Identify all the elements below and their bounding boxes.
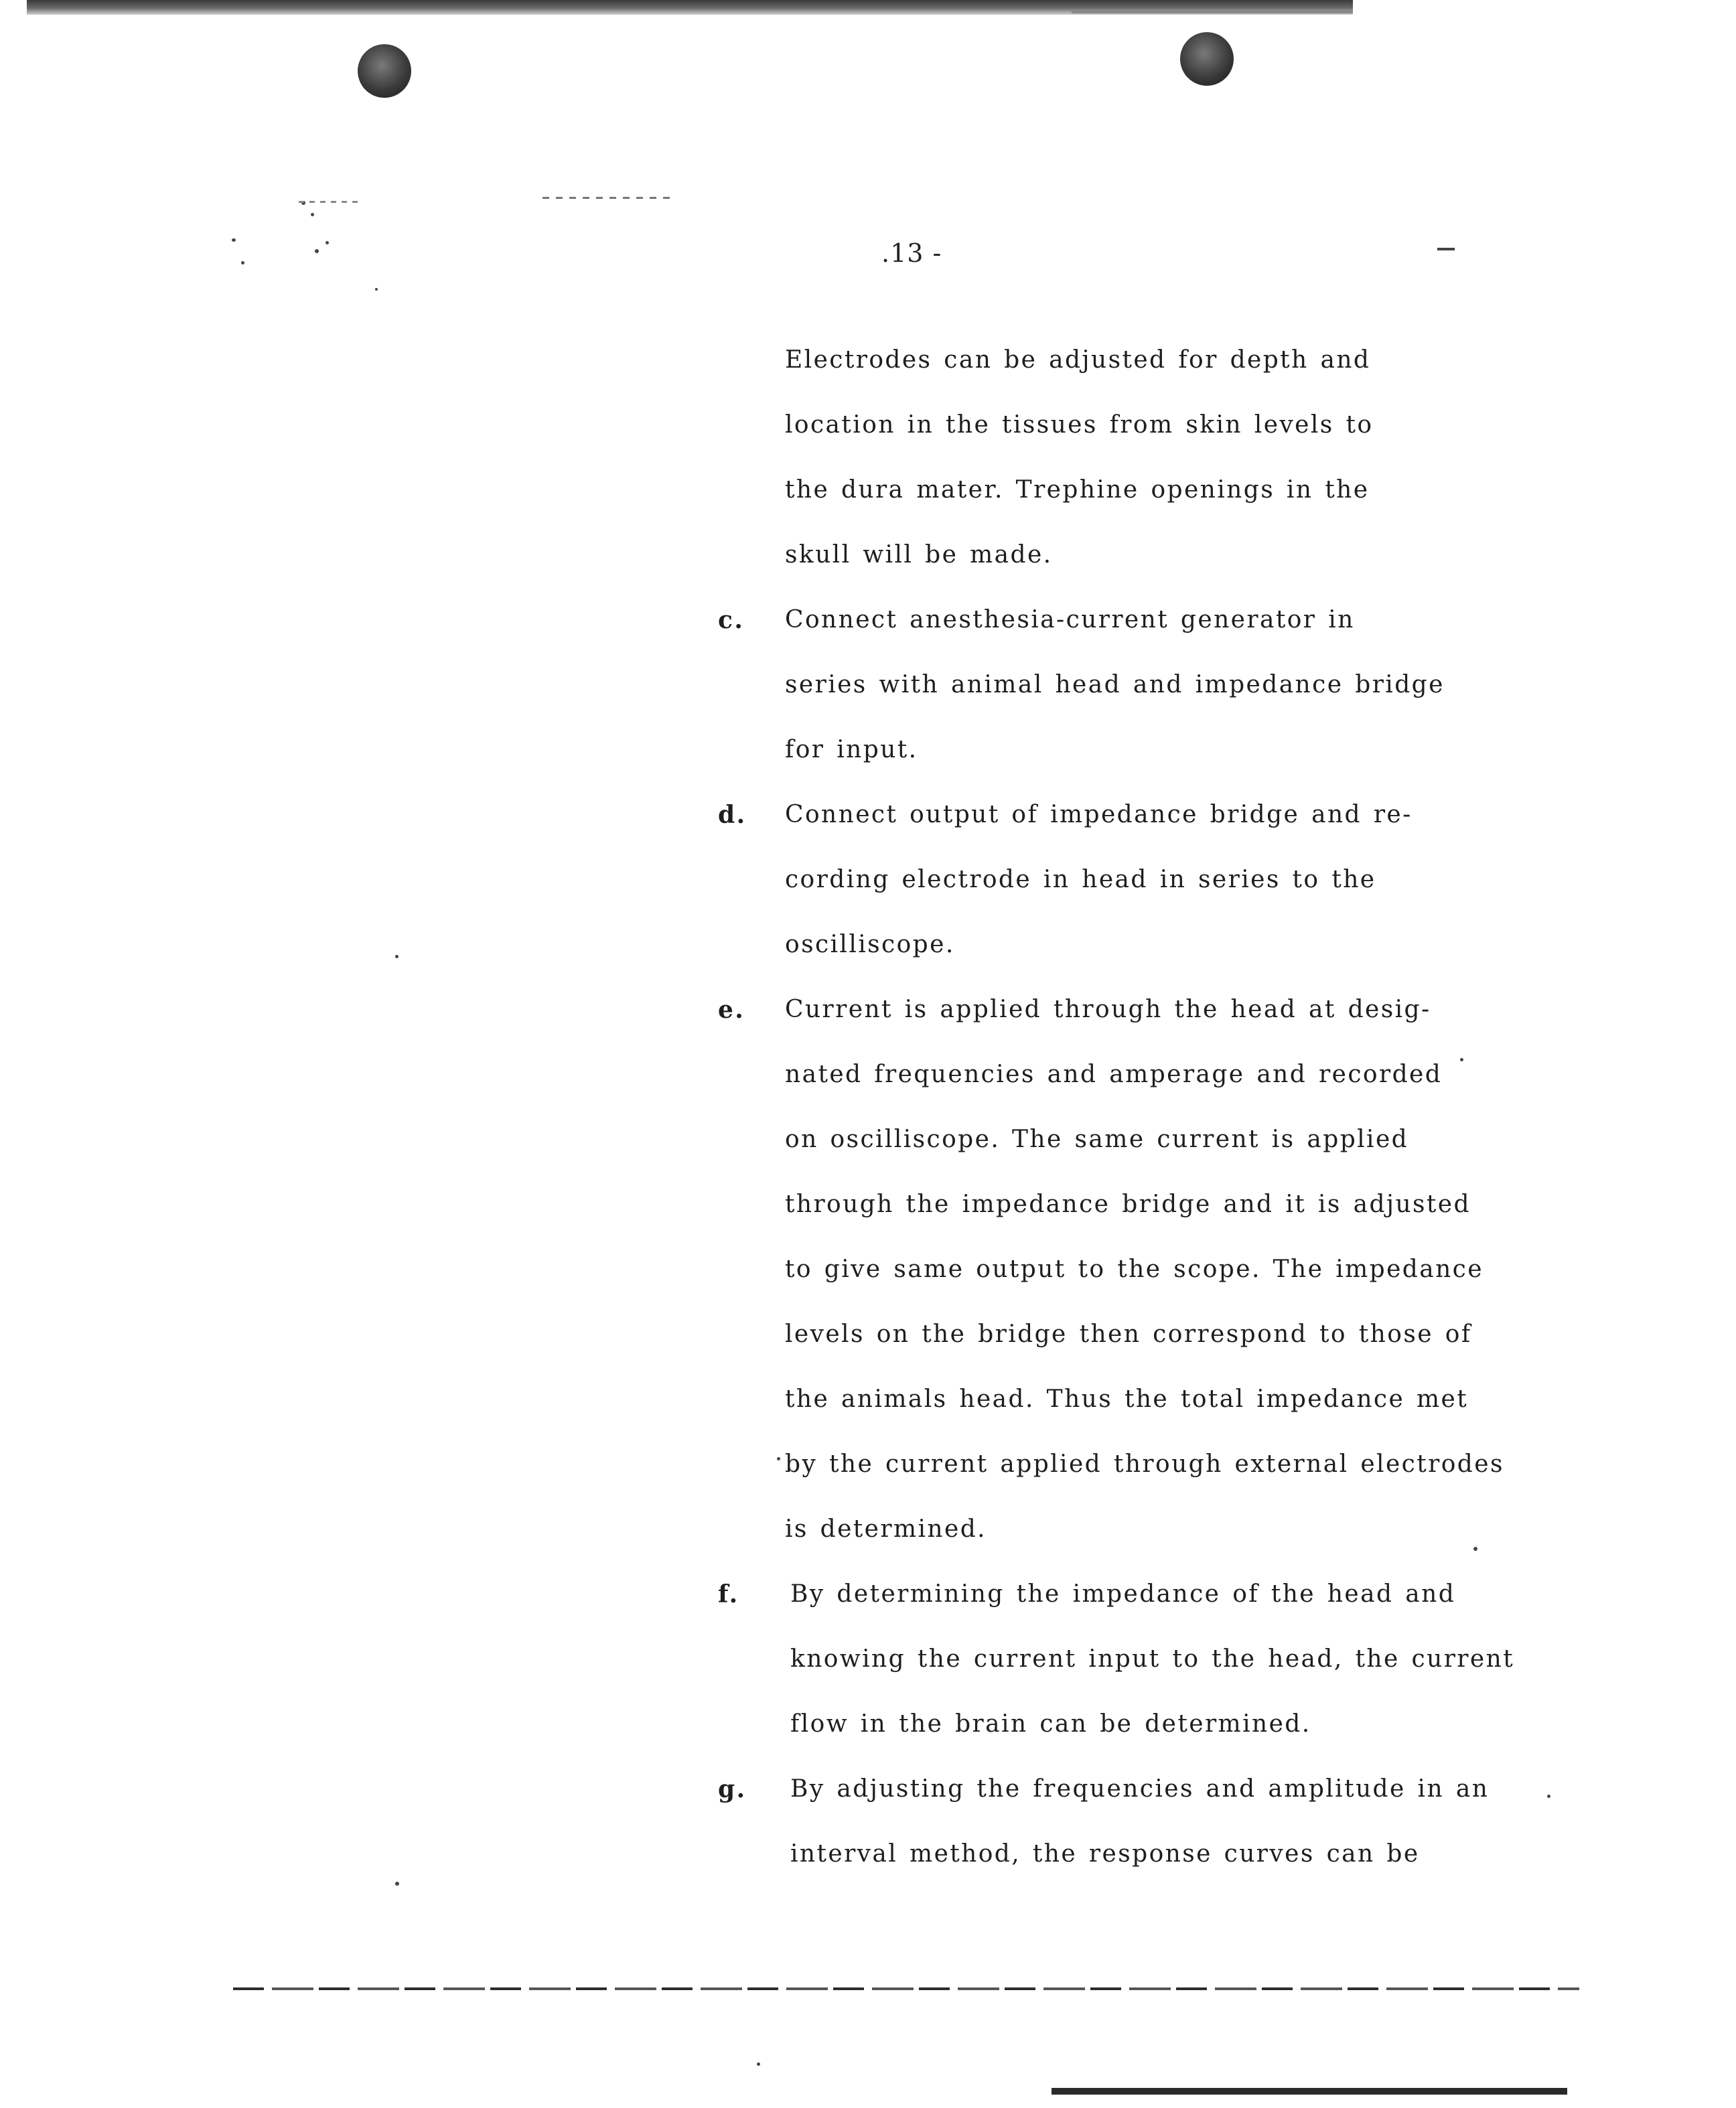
text-line: oscilliscope. [785,931,955,958]
text-line: interval method, the response curves can be [790,1840,1420,1868]
scan-speck [375,288,378,291]
list-item-e [718,990,1562,1574]
text-line: skull will be made. [785,541,1053,569]
list-item-f [718,1574,1562,1769]
text-line: flow in the brain can be determined. [790,1710,1311,1738]
text-line: location in the tissues from skin levels to [785,411,1374,439]
text-line: is determined. [785,1515,987,1543]
list-marker: c. [718,606,745,634]
punch-hole-right [1180,32,1234,86]
list-item-c [718,600,1562,795]
text-line: the dura mater. Trephine openings in the [785,476,1370,504]
scan-bottom-edge [1052,2088,1567,2095]
text-line: through the impedance bridge and it is adjusted [785,1191,1471,1218]
text-line: knowing the current input to the head, the current [790,1645,1515,1673]
list-item-d [718,795,1562,990]
text-line: By determining the impedance of the head and [790,1580,1456,1608]
scan-speck [241,261,244,265]
list-marker: d. [718,801,747,829]
text-line: to give same output to the scope. The impedance [785,1256,1484,1283]
scan-dotted-mark [542,197,676,199]
list-marker: e. [718,996,745,1024]
text-line: Connect anesthesia-current generator in [785,606,1355,633]
scan-speck [395,955,399,958]
text-line: Electrodes can be adjusted for depth and [785,346,1371,374]
scan-dashed-rule [233,1987,1579,1990]
scan-dotted-mark [299,201,359,203]
list-item-g [718,1769,1562,1899]
scan-speck [326,241,329,244]
scan-speck [315,249,319,253]
lead-paragraph [718,340,1562,600]
text-line: the animals head. Thus the total impedance met [785,1385,1469,1413]
page-number: .13 - [881,238,942,268]
text-line: By adjusting the frequencies and amplitude in an [790,1775,1490,1803]
text-line: nated frequencies and amperage and recorded [785,1061,1443,1088]
list-marker: g. [718,1775,747,1803]
text-line: cording electrode in head in series to the [785,866,1376,893]
scan-top-edge-tail [1072,9,1353,13]
text-line: on oscilliscope. The same current is applied [785,1126,1409,1153]
scan-speck [395,1882,399,1886]
text-line: series with animal head and impedance bridge [785,671,1445,698]
text-line: by the current applied through external electrodes [785,1450,1504,1478]
list-marker: f. [718,1580,739,1608]
text-line: Current is applied through the head at desig- [785,996,1431,1023]
punch-hole-left [358,44,411,98]
text-line: for input. [785,736,918,763]
body-text [718,340,1562,1899]
text-line: levels on the bridge then correspond to those of [785,1321,1472,1348]
scan-speck [757,2062,760,2066]
text-line: Connect output of impedance bridge and re- [785,801,1413,828]
scan-speck [232,238,236,242]
scan-speck [311,213,314,216]
scan-corner-mark [1437,248,1455,250]
